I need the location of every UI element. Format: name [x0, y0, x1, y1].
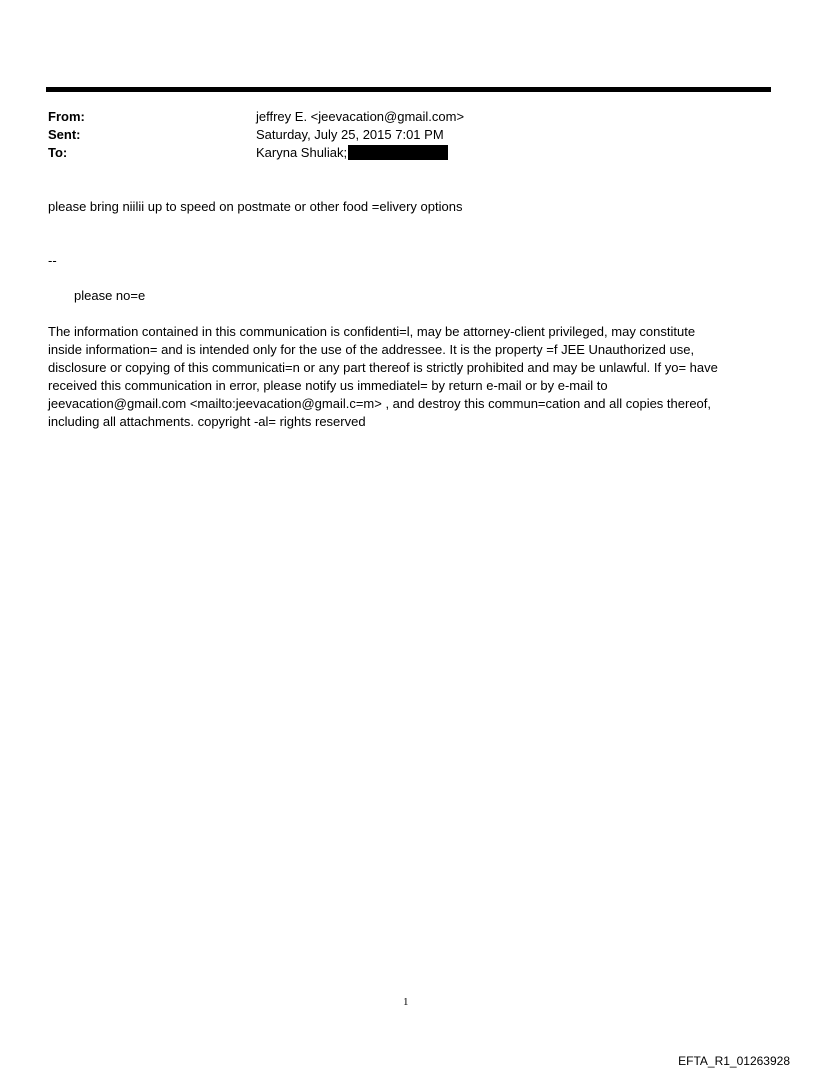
disclaimer-line: inside information= and is intended only for the use of the addressee. It is the property =f JEE Unauthorized use, [48, 342, 695, 357]
disclaimer-line: disclosure or copying of this communicati=n or any part thereof is strictly prohibited and may be unlawful. If yo= have [48, 360, 718, 375]
redaction-box [348, 145, 448, 160]
header-rule [46, 87, 771, 92]
bates-number: EFTA_R1_01263928 [678, 1054, 790, 1068]
message-body: please bring niilii up to speed on postmate or other food =elivery options [48, 199, 463, 214]
from-label: From: [48, 109, 85, 124]
disclaimer-line: jeevacation@gmail.com <mailto:jeevacation@gmail.c=m> , and destroy this commun=cation and all copies thereof, [48, 396, 712, 411]
sent-label: Sent: [48, 127, 81, 142]
sent-value: Saturday, July 25, 2015 7:01 PM [256, 127, 444, 142]
to-value: Karyna Shuliak; [256, 145, 348, 160]
page-number: 1 [403, 996, 409, 1008]
disclaimer-line: received this communication in error, please notify us immediatel= by return e-mail or by e-mail to [48, 378, 608, 393]
signature-text: please no=e [74, 288, 146, 303]
to-value-wrap [256, 144, 448, 161]
disclaimer-line: including all attachments. copyright -al= rights reserved [48, 414, 366, 429]
from-value: jeffrey E. <jeevacation@gmail.com> [256, 109, 465, 124]
signature-separator: -- [48, 253, 57, 268]
to-label: To: [48, 145, 68, 160]
disclaimer-line: The information contained in this communication is confidenti=l, may be attorney-client privileged, may constitute [48, 324, 696, 339]
